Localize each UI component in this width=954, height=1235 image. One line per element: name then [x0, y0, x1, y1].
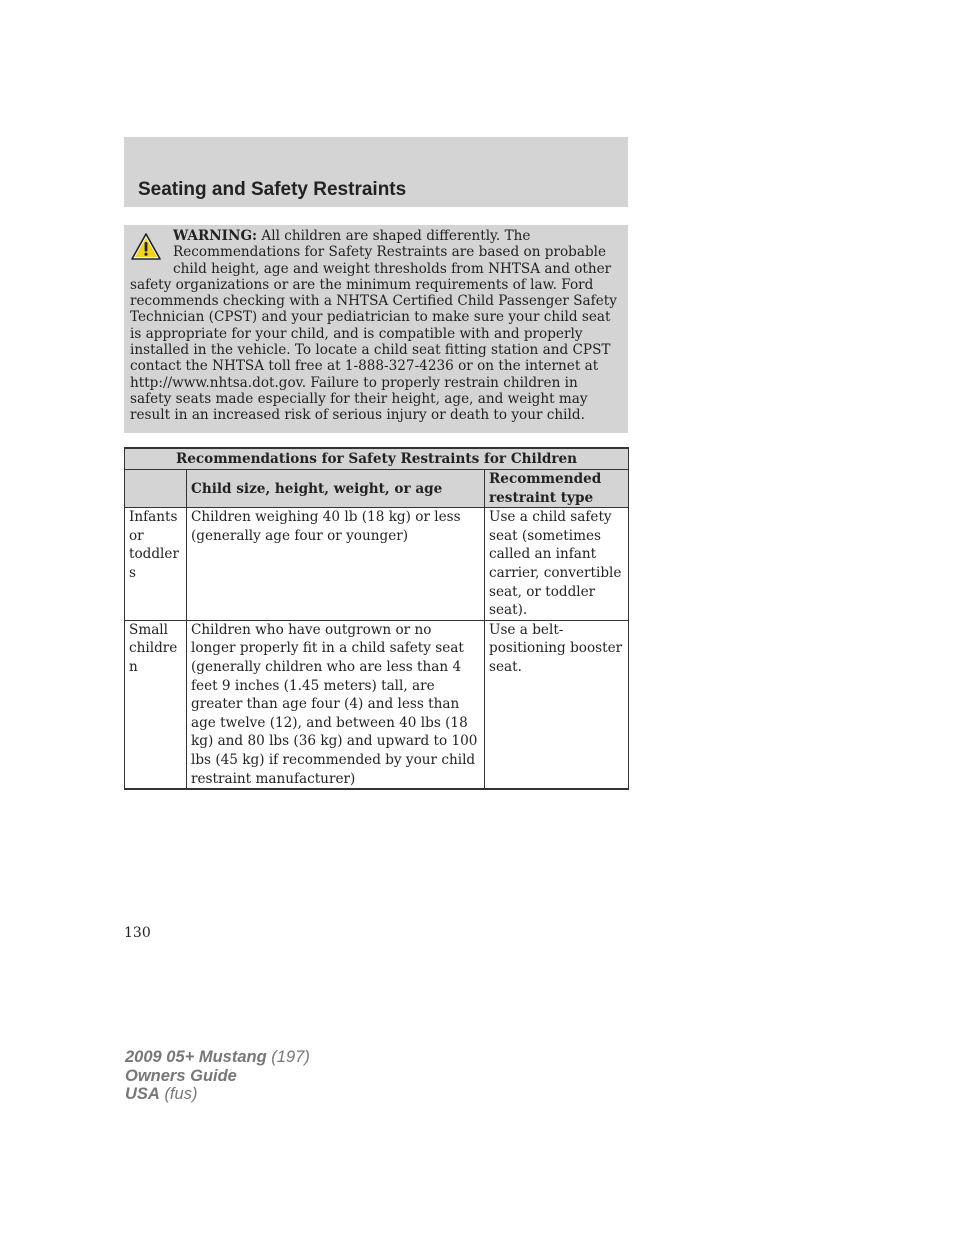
- row-size: Children weighing 40 lb (18 kg) or less (generally age four or younger): [187, 508, 485, 621]
- warning-triangle-icon: [130, 232, 162, 262]
- table-header-category: [125, 470, 187, 508]
- footer: [125, 1048, 310, 1104]
- footer-line-1: [125, 1048, 310, 1067]
- warning-text: All children are shaped differently. The Recommendations for Safety Restraints are based on probable child height, age and weight thresholds from NHTSA and other safety organizations or are the minimum requirements of law. Ford recommends checking with a NHTSA Certified Child Passenger Safety Technician (CPST) and your pediatrician to make sure your child seat is appropriate for your child, and is compatible with and properly installed in the vehicle. To locate a child seat fitting station and CPST contact the NHTSA toll free at 1-888-327-4236 or on the internet at http://www.nhtsa.dot.gov. Failure to properly restrain children in safety seats made especially for their height, age, and weight may result in an increased risk of serious injury or death to your child.: [130, 228, 617, 424]
- row-category: Small children: [125, 620, 187, 789]
- page-number: 130: [124, 925, 151, 941]
- table-header-size: Child size, height, weight, or age: [187, 470, 485, 508]
- section-title: Seating and Safety Restraints: [138, 179, 407, 200]
- child-restraint-table: [124, 447, 629, 790]
- footer-line-2: [125, 1067, 310, 1086]
- footer-market: USA: [125, 1085, 160, 1103]
- warning-box: [124, 225, 628, 433]
- footer-guide: Owners Guide: [125, 1066, 237, 1085]
- row-restraint: Use a child safety seat (sometimes called an infant carrier, convertible seat, or toddler seat).: [485, 508, 629, 621]
- table-row: [125, 508, 629, 621]
- footer-market-code: (fus): [164, 1085, 198, 1103]
- footer-line-3: [125, 1085, 310, 1104]
- row-restraint: Use a belt-positioning booster seat.: [485, 620, 629, 789]
- table-caption: Recommendations for Safety Restraints for Children: [125, 448, 629, 470]
- footer-model-code: (197): [271, 1048, 310, 1066]
- section-header: [124, 137, 628, 207]
- warning-label: WARNING:: [173, 228, 258, 244]
- table-header-restraint: Recommended restraint type: [485, 470, 629, 508]
- row-size: Children who have outgrown or no longer properly fit in a child safety seat (generally children who are less than 4 feet 9 inches (1.45 meters) tall, are greater than age four (4) and less than age twelve (12), and between 40 lbs (18 kg) and 80 lbs (36 kg) and upward to 100 lbs (45 kg) if recommended by your child restraint manufacturer): [187, 620, 485, 789]
- row-category: Infants or toddlers: [125, 508, 187, 621]
- table-row: [125, 620, 629, 789]
- footer-model: 2009 05+ Mustang: [125, 1048, 267, 1066]
